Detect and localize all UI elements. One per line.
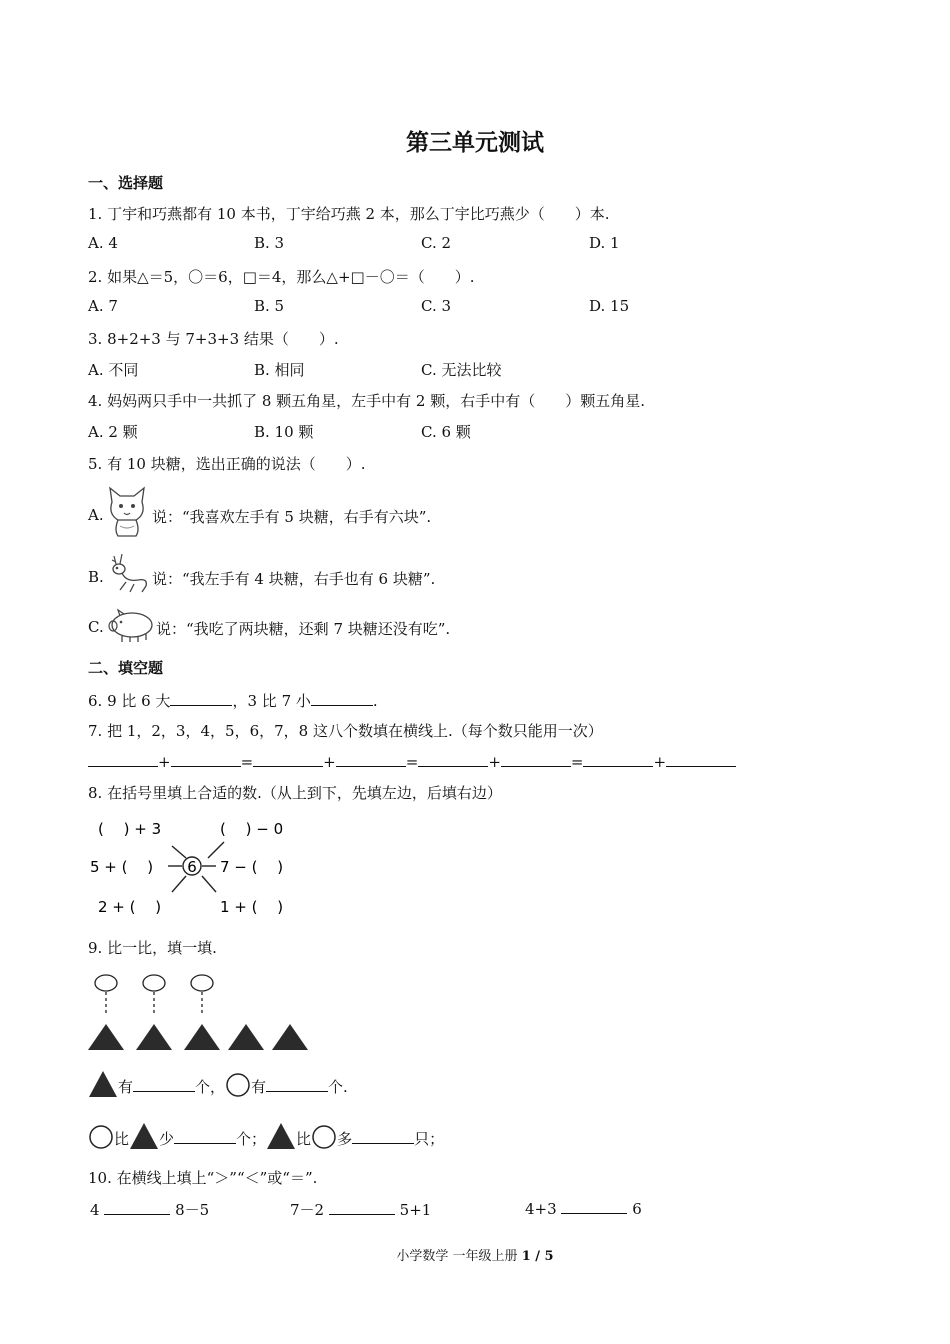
- q10-left: 4+3: [525, 1200, 557, 1218]
- circle-shape: [143, 975, 165, 991]
- section-heading-fill: 二、填空题: [88, 659, 164, 677]
- circle-icon: [311, 1124, 337, 1150]
- page-title: 第三单元测试: [406, 130, 544, 156]
- q6-part-c: .: [372, 692, 378, 710]
- q2-option-b: B. 5: [254, 297, 285, 315]
- answer-blank[interactable]: [352, 1129, 414, 1144]
- circle-icon: [88, 1124, 114, 1150]
- q4-option-c: C. 6 颗: [421, 423, 471, 441]
- answer-blank[interactable]: [174, 1129, 236, 1144]
- cat-icon: [104, 486, 150, 538]
- q10-item-2: [290, 1199, 431, 1220]
- circle-shape: [191, 975, 213, 991]
- answer-blank[interactable]: [311, 691, 373, 706]
- diagram-bot-right: 1 + ( ): [220, 898, 284, 916]
- answer-blank[interactable]: [336, 752, 406, 767]
- q3-option-a: A. 不同: [88, 361, 139, 379]
- number-web-diagram: [88, 812, 308, 922]
- q9-line-1: [88, 1070, 348, 1098]
- answer-blank[interactable]: [266, 1077, 328, 1092]
- q7-op: +: [323, 753, 336, 771]
- q10-right: 8－5: [175, 1201, 210, 1219]
- q4-option-a: A. 2 颗: [88, 423, 138, 441]
- question-6: [88, 690, 378, 711]
- q1-option-b: B. 3: [254, 234, 285, 252]
- compare-shapes-figure: [86, 970, 316, 1054]
- triangle-shape: [184, 1024, 220, 1050]
- answer-blank[interactable]: [666, 752, 736, 767]
- pig-icon: [104, 606, 156, 644]
- triangle-icon: [88, 1070, 118, 1098]
- q10-right: 6: [632, 1200, 642, 1218]
- q7-equation: [88, 752, 736, 771]
- answer-blank[interactable]: [253, 752, 323, 767]
- answer-blank[interactable]: [170, 691, 232, 706]
- triangle-shape: [272, 1024, 308, 1050]
- q3-option-b: B. 相同: [254, 361, 305, 379]
- q9-text: 多: [337, 1130, 353, 1148]
- q10-item-3: [525, 1199, 642, 1218]
- diagram-center: 6: [187, 858, 197, 876]
- q5-option-c-label: C.: [88, 618, 104, 636]
- footer-text: 小学数学 一年级上册: [396, 1249, 522, 1264]
- q7-op: +: [488, 753, 501, 771]
- circle-icon: [225, 1072, 251, 1098]
- q5-option-c-text: 说：“我吃了两块糖，还剩 7 块糖还没有吃”.: [156, 620, 451, 638]
- answer-blank[interactable]: [133, 1077, 195, 1092]
- triangle-shape: [228, 1024, 264, 1050]
- q9-text: 个；: [236, 1130, 267, 1148]
- q6-part-a: 6. 9 比 6 大: [88, 692, 171, 710]
- q2-option-a: A. 7: [88, 297, 118, 315]
- question-10: 10. 在横线上填上“＞”“＜”或“＝”.: [88, 1169, 318, 1187]
- answer-blank[interactable]: [501, 752, 571, 767]
- q2-option-d: D. 15: [589, 297, 630, 315]
- q5-option-a-text: 说：“我喜欢左手有 5 块糖，右手有六块”.: [152, 508, 432, 526]
- q9-text: 比: [114, 1130, 130, 1148]
- q5-option-a-label: A.: [88, 506, 104, 524]
- answer-blank[interactable]: [88, 752, 158, 767]
- q3-option-c: C. 无法比较: [421, 361, 502, 379]
- section-heading-choice: 一、选择题: [88, 174, 164, 192]
- q1-option-d: D. 1: [589, 234, 620, 252]
- diagram-mid-right: 7 − ( ): [220, 858, 284, 876]
- q1-option-a: A. 4: [88, 234, 118, 252]
- answer-blank[interactable]: [329, 1200, 395, 1215]
- q5-option-b-label: B.: [88, 568, 104, 586]
- triangle-icon: [129, 1122, 159, 1150]
- q7-op: =: [240, 753, 254, 771]
- q2-option-c: C. 3: [421, 297, 452, 315]
- question-8: 8. 在括号里填上合适的数.（从上到下，先填左边，后填右边）: [88, 784, 502, 802]
- question-3: 3. 8+2+3 与 7+3+3 结果（ ）.: [88, 330, 339, 348]
- answer-blank[interactable]: [418, 752, 488, 767]
- answer-blank[interactable]: [583, 752, 653, 767]
- question-1: 1. 丁宇和巧燕都有 10 本书，丁宇给巧燕 2 本，那么丁宇比巧燕少（ ）本.: [88, 205, 610, 223]
- question-2: 2. 如果△＝5，〇＝6，□＝4，那么△+□－〇＝（ ）.: [88, 268, 475, 286]
- question-7: 7. 把 1，2，3，4，5，6，7，8 这八个数填在横线上.（每个数只能用一次）: [88, 722, 603, 740]
- triangle-icon: [266, 1122, 296, 1150]
- q7-op: +: [158, 753, 171, 771]
- diagram-top-left: ( ) + 3: [98, 820, 162, 838]
- q9-text: 个，: [195, 1078, 226, 1096]
- circle-shape: [95, 975, 117, 991]
- diagram-top-right: ( ) − 0: [220, 820, 284, 838]
- question-9: 9. 比一比，填一填.: [88, 939, 217, 957]
- q4-option-b: B. 10 颗: [254, 423, 314, 441]
- answer-blank[interactable]: [171, 752, 241, 767]
- diagram-mid-left: 5 + ( ): [90, 858, 154, 876]
- q7-op: =: [405, 753, 419, 771]
- q1-option-c: C. 2: [421, 234, 452, 252]
- triangle-shape: [88, 1024, 124, 1050]
- q9-text: 有: [118, 1078, 134, 1096]
- diagram-bot-left: 2 + ( ): [98, 898, 162, 916]
- page-footer: [0, 1245, 950, 1264]
- q9-text: 有: [251, 1078, 267, 1096]
- q9-text: 少: [159, 1130, 175, 1148]
- question-5: 5. 有 10 块糖，选出正确的说法（ ）.: [88, 455, 366, 473]
- q9-text: 个.: [328, 1078, 348, 1096]
- q10-left: 4: [90, 1201, 100, 1219]
- q5-option-b-text: 说：“我左手有 4 块糖，右手也有 6 块糖”.: [152, 570, 436, 588]
- q7-op: +: [653, 753, 667, 771]
- question-4: 4. 妈妈两只手中一共抓了 8 颗五角星，左手中有 2 颗，右手中有（ ）颗五角星.: [88, 392, 646, 410]
- page-number: 1 / 5: [521, 1249, 554, 1264]
- answer-blank[interactable]: [561, 1199, 627, 1214]
- triangle-shape: [136, 1024, 172, 1050]
- q10-left: 7－2: [290, 1201, 325, 1219]
- deer-icon: [104, 552, 152, 596]
- answer-blank[interactable]: [104, 1200, 170, 1215]
- q9-text: 比: [296, 1130, 312, 1148]
- q7-op: =: [570, 753, 584, 771]
- q10-item-1: [90, 1199, 209, 1220]
- q6-part-b: ，3 比 7 小: [232, 692, 311, 710]
- q9-line-2: [88, 1122, 444, 1150]
- q9-text: 只；: [414, 1130, 445, 1148]
- q10-right: 5+1: [399, 1201, 432, 1219]
